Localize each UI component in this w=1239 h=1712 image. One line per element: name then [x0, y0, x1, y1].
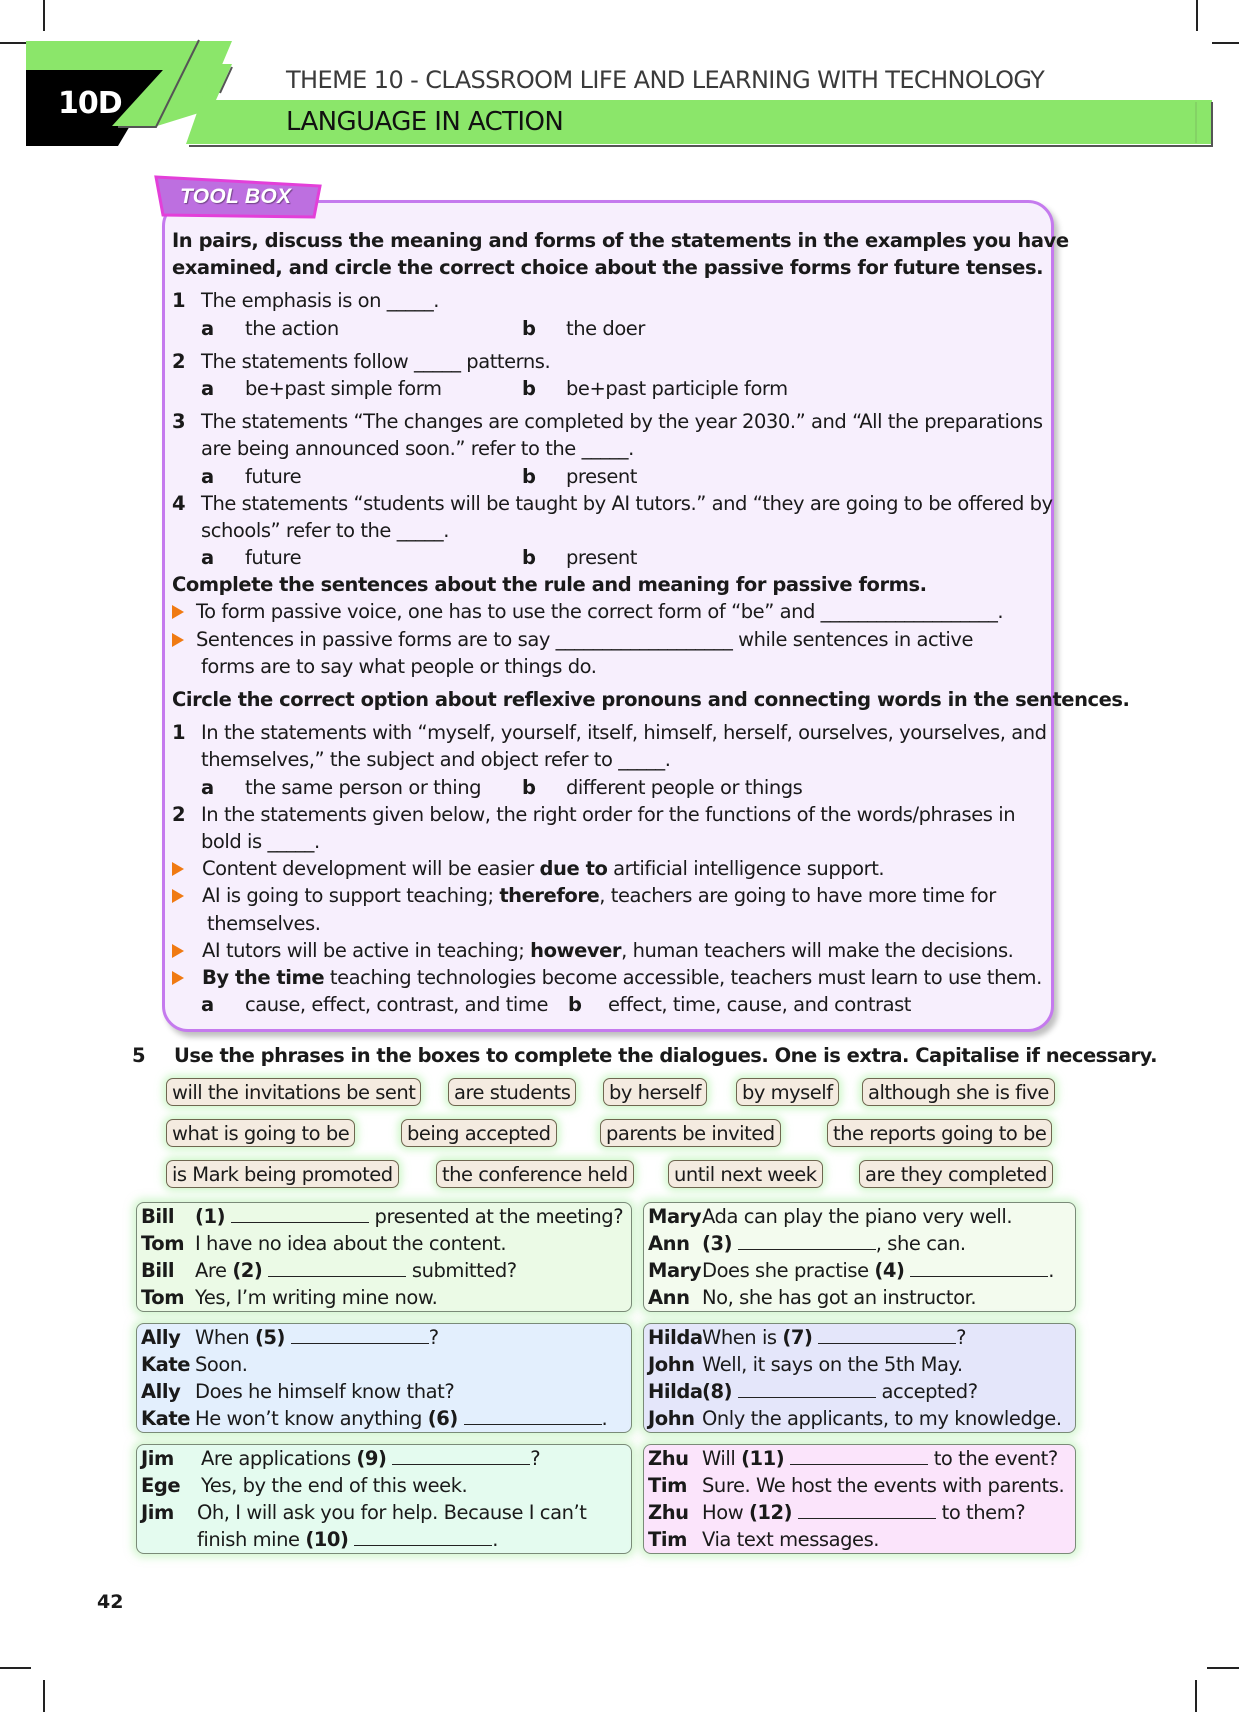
- answer-blank[interactable]: [790, 1446, 928, 1465]
- dialogue-text: Soon.: [195, 1353, 248, 1376]
- dialogue-line: [137, 1405, 631, 1432]
- phrase-chip[interactable]: the conference held: [436, 1160, 634, 1188]
- section-title: LANGUAGE IN ACTION: [286, 107, 564, 137]
- text-before-gap: He won’t know anything: [195, 1407, 428, 1430]
- speaker-name: Bill: [141, 1259, 175, 1282]
- order-options: [172, 991, 1052, 1018]
- speaker-name: Zhu: [648, 1501, 689, 1524]
- dialogue-text: Well, it says on the 5th May.: [702, 1353, 963, 1376]
- option-a[interactable]: a the action: [201, 316, 339, 340]
- dialogue-line: [137, 1230, 631, 1257]
- dialogue-line: [644, 1324, 1075, 1351]
- phrase-chip[interactable]: will the invitations be sent: [166, 1078, 421, 1106]
- text-after-gap: .: [601, 1407, 608, 1430]
- option-b[interactable]: b different people or things: [522, 775, 803, 799]
- unit-code: 10D: [58, 86, 122, 121]
- dialogue-text-with-gap: [195, 1203, 623, 1230]
- speaker-name: Tim: [648, 1474, 687, 1497]
- bullet-triangle-icon: [172, 944, 184, 958]
- dialogue-line: [644, 1351, 1075, 1378]
- dialogue-text: Does he himself know that?: [195, 1380, 455, 1403]
- dialogue-text-with-gap: [195, 1324, 439, 1351]
- text-after-gap: , she can.: [875, 1232, 966, 1255]
- text-after-gap: accepted?: [875, 1380, 978, 1403]
- answer-blank[interactable]: [910, 1258, 1048, 1277]
- answer-blank[interactable]: [392, 1446, 530, 1465]
- text-before-gap: Will: [702, 1447, 742, 1470]
- circle-heading: Circle the correct option about reflexive pronouns and connecting words in the sentences.: [172, 688, 1130, 711]
- speaker-name: Kate: [141, 1407, 191, 1430]
- complete-heading: Complete the sentences about the rule and meaning for passive forms.: [172, 573, 927, 597]
- text-before-gap: Are applications: [201, 1447, 357, 1470]
- dialogue-box: [136, 1323, 632, 1433]
- dialogue-line: [644, 1405, 1075, 1432]
- option-b[interactable]: b present: [522, 546, 637, 570]
- toolbox-intro: In pairs, discuss the meaning and forms of the statements in the examples you have: [172, 229, 1069, 252]
- crop-mark: [1207, 1667, 1239, 1669]
- gap-number: (2): [232, 1259, 263, 1282]
- text-before-gap: When is: [702, 1326, 783, 1349]
- phrase-chip[interactable]: until next week: [668, 1160, 823, 1188]
- dialogue-line: [644, 1203, 1075, 1230]
- speaker-name: Jim: [141, 1501, 174, 1524]
- dialogue-line: [644, 1499, 1075, 1526]
- gap-number: (9): [356, 1447, 387, 1470]
- speaker-name: Tim: [648, 1528, 687, 1551]
- order-item: By the time teaching technologies become accessible, teachers must learn to use them.: [172, 964, 1052, 991]
- text-after-gap: ?: [956, 1326, 967, 1349]
- phrase-chip[interactable]: parents be invited: [600, 1119, 781, 1147]
- option-b[interactable]: b present: [522, 464, 637, 488]
- dialogue-line: [137, 1203, 631, 1230]
- crop-mark: [1195, 1680, 1197, 1712]
- gap-number: (3): [702, 1232, 733, 1255]
- speaker-name: Tom: [141, 1286, 185, 1309]
- question-4-cont: schools” refer to the _____.: [201, 518, 449, 542]
- gap-number: (4): [874, 1259, 905, 1282]
- dialogue-text: No, she has got an instructor.: [702, 1286, 977, 1309]
- dialogue-text: Only the applicants, to my knowledge.: [702, 1407, 1062, 1430]
- answer-blank[interactable]: [354, 1527, 492, 1546]
- speaker-name: Mary: [648, 1259, 702, 1282]
- speaker-name: John: [648, 1353, 695, 1376]
- question-1: 1 The emphasis is on _____.: [172, 289, 440, 313]
- tool-box-content: [172, 227, 1130, 1018]
- question-3-options: [172, 463, 1052, 490]
- gap-number: (1): [195, 1205, 226, 1228]
- phrase-chip[interactable]: being accepted: [401, 1119, 557, 1147]
- speaker-name: Zhu: [648, 1447, 689, 1470]
- dialogue-text-with-gap: [702, 1324, 966, 1351]
- answer-blank[interactable]: [464, 1406, 602, 1425]
- exercise-5-instruction: 5 Use the phrases in the boxes to complete the dialogues. One is extra. Capitalise if necessary.: [132, 1044, 1157, 1067]
- gap-number: (8): [702, 1380, 733, 1403]
- rule-item: To form passive voice, one has to use the correct form of “be” and ___________________.: [172, 598, 1052, 625]
- text-after-gap: ?: [428, 1326, 439, 1349]
- text-before-gap: finish mine: [197, 1528, 306, 1551]
- reflexive-options: [172, 774, 1052, 801]
- dialogue-box: [643, 1202, 1076, 1312]
- gap-number: (5): [254, 1326, 285, 1349]
- dialogue-line: [137, 1351, 631, 1378]
- question-1-options: [172, 315, 1052, 342]
- dialogue-line: [644, 1472, 1075, 1499]
- option-a[interactable]: a future: [201, 464, 302, 488]
- dialogue-box: [643, 1444, 1076, 1554]
- option-a[interactable]: a the same person or thing: [201, 775, 482, 799]
- page-number: 42: [97, 1591, 124, 1613]
- dialogue-line: [137, 1324, 631, 1351]
- bullet-triangle-icon: [172, 633, 184, 647]
- question-3: 3 The statements “The changes are completed by the year 2030.” and “All the preparations: [172, 410, 1043, 434]
- dialogue-text-with-gap: [702, 1257, 1054, 1284]
- dialogue-line: [644, 1378, 1075, 1405]
- order-question-cont: bold is _____.: [201, 829, 320, 853]
- question-3-cont: are being announced soon.” refer to the _____.: [201, 437, 634, 461]
- answer-blank[interactable]: [798, 1500, 936, 1519]
- dialogue-line: [644, 1445, 1075, 1472]
- question-2-options: [172, 375, 1052, 402]
- dialogue-box: [136, 1444, 632, 1554]
- text-before-gap: How: [702, 1501, 749, 1524]
- answer-blank[interactable]: [268, 1258, 406, 1277]
- text-before-gap: Are: [195, 1259, 233, 1282]
- dialogue-line: [644, 1230, 1075, 1257]
- dialogue-text: Yes, by the end of this week.: [201, 1474, 468, 1497]
- speaker-name: Mary: [648, 1205, 702, 1228]
- dialogue-text: Yes, I’m writing mine now.: [195, 1286, 438, 1309]
- text-after-gap: .: [1048, 1259, 1054, 1282]
- gap-number: (12): [748, 1501, 793, 1524]
- dialogue-line: [137, 1257, 631, 1284]
- dialogue-line: [644, 1526, 1075, 1553]
- dialogue-box: [136, 1202, 632, 1312]
- dialogue-line: [137, 1499, 631, 1526]
- dialogue-text-with-gap: [201, 1445, 540, 1472]
- theme-title: THEME 10 - CLASSROOM LIFE AND LEARNING WITH TECHNOLOGY: [286, 66, 1045, 94]
- text-after-gap: .: [492, 1528, 499, 1551]
- speaker-name: Kate: [141, 1353, 191, 1376]
- rule-item: Sentences in passive forms are to say ___________________ while sentences in active: [172, 626, 1052, 653]
- phrase-chip[interactable]: are students: [448, 1078, 576, 1106]
- order-item: Content development will be easier due to artificial intelligence support.: [172, 855, 1052, 882]
- gap-number: (11): [741, 1447, 785, 1470]
- bullet-triangle-icon: [172, 862, 184, 876]
- dialogue-text-with-gap: [702, 1378, 978, 1405]
- rule-item-cont: forms are to say what people or things do.: [201, 654, 597, 678]
- phrase-chip[interactable]: are they completed: [859, 1160, 1053, 1188]
- dialogue-box: [643, 1323, 1076, 1433]
- dialogue-line: [644, 1257, 1075, 1284]
- speaker-name: John: [648, 1407, 695, 1430]
- crop-mark: [0, 1667, 31, 1669]
- bullet-triangle-icon: [172, 971, 184, 985]
- reflexive-question: 1 In the statements with “myself, yourself, itself, himself, herself, ourselves, yourselves, and: [172, 721, 1047, 745]
- dialogue-line: [137, 1378, 631, 1405]
- text-after-gap: submitted?: [406, 1259, 517, 1282]
- text-after-gap: to the event?: [927, 1447, 1058, 1470]
- answer-blank[interactable]: [818, 1325, 956, 1344]
- order-question: 2 In the statements given below, the right order for the functions of the words/phrases in: [172, 802, 1016, 826]
- dialogue-text-with-gap: [702, 1445, 1058, 1472]
- question-4-options: [172, 544, 1052, 571]
- gap-number: (7): [782, 1326, 813, 1349]
- text-after-gap: to them?: [935, 1501, 1026, 1524]
- dialogue-line: [137, 1445, 631, 1472]
- speaker-name: Ally: [141, 1326, 181, 1349]
- bullet-triangle-icon: [172, 889, 184, 903]
- text-before-gap: Does she practise: [702, 1259, 875, 1282]
- dialogue-line: [137, 1526, 631, 1553]
- dialogue-line: [137, 1284, 631, 1311]
- option-b[interactable]: b effect, time, cause, and contrast: [568, 993, 911, 1017]
- dialogue-text-with-gap: [702, 1499, 1025, 1526]
- dialogue-text: I have no idea about the content.: [195, 1232, 507, 1255]
- speaker-name: Ege: [141, 1474, 181, 1497]
- toolbox-intro: examined, and circle the correct choice about the passive forms for future tenses.: [172, 256, 1044, 280]
- dialogue-text-with-gap: [195, 1257, 517, 1284]
- option-b[interactable]: b the doer: [522, 316, 645, 340]
- text-after-gap: presented at the meeting?: [368, 1205, 624, 1228]
- speaker-name: Ann: [648, 1232, 690, 1255]
- order-item: AI is going to support teaching; therefore, teachers are going to have more time for: [172, 882, 1052, 909]
- phrase-chip[interactable]: the reports going to be: [827, 1119, 1052, 1147]
- question-4: 4 The statements “students will be taught by AI tutors.” and “they are going to be offered by: [172, 491, 1053, 515]
- order-item: AI tutors will be active in teaching; however, human teachers will make the decisions.: [172, 937, 1052, 964]
- speaker-name: Ann: [648, 1286, 690, 1309]
- option-a[interactable]: a cause, effect, contrast, and time: [201, 993, 548, 1017]
- phrase-chip[interactable]: by herself: [603, 1078, 707, 1106]
- tool-box-label: TOOL BOX: [180, 185, 292, 208]
- speaker-name: Hilda: [648, 1380, 703, 1403]
- phrase-chip[interactable]: is Mark being promoted: [166, 1160, 399, 1188]
- dialogue-text: Oh, I will ask you for help. Because I can’t: [197, 1501, 587, 1524]
- speaker-name: Ally: [141, 1380, 181, 1403]
- gap-number: (6): [427, 1407, 458, 1430]
- order-item-cont: themselves.: [207, 911, 321, 935]
- question-2: 2 The statements follow _____ patterns.: [172, 349, 551, 373]
- answer-blank[interactable]: [291, 1325, 429, 1344]
- speaker-name: Bill: [141, 1205, 175, 1228]
- phrase-chip[interactable]: although she is five: [862, 1078, 1055, 1106]
- phrase-chip[interactable]: what is going to be: [166, 1119, 355, 1147]
- dialogue-text: Ada can play the piano very well.: [702, 1205, 1013, 1228]
- option-a[interactable]: a be+past simple form: [201, 376, 442, 400]
- answer-blank[interactable]: [738, 1379, 876, 1398]
- dialogue-text: Sure. We host the events with parents.: [702, 1474, 1065, 1497]
- dialogue-text: Via text messages.: [702, 1528, 880, 1551]
- dialogue-text-with-gap: [195, 1405, 607, 1432]
- crop-mark: [43, 1680, 45, 1712]
- bullet-triangle-icon: [172, 605, 184, 619]
- answer-blank[interactable]: [231, 1204, 369, 1223]
- phrase-chip[interactable]: by myself: [736, 1078, 839, 1106]
- speaker-name: Tom: [141, 1232, 185, 1255]
- text-before-gap: When: [195, 1326, 255, 1349]
- gap-number: (10): [305, 1528, 349, 1551]
- dialogue-line: [137, 1472, 631, 1499]
- speaker-name: Jim: [141, 1447, 174, 1470]
- answer-blank[interactable]: [738, 1231, 876, 1250]
- reflexive-question-cont: themselves,” the subject and object refer to _____.: [201, 748, 671, 772]
- option-b[interactable]: b be+past participle form: [522, 376, 788, 400]
- option-a[interactable]: a future: [201, 546, 302, 570]
- dialogue-text-with-gap: [197, 1526, 498, 1553]
- dialogue-line: [644, 1284, 1075, 1311]
- speaker-name: Hilda: [648, 1326, 703, 1349]
- text-after-gap: ?: [530, 1447, 541, 1470]
- dialogue-text-with-gap: [702, 1230, 966, 1257]
